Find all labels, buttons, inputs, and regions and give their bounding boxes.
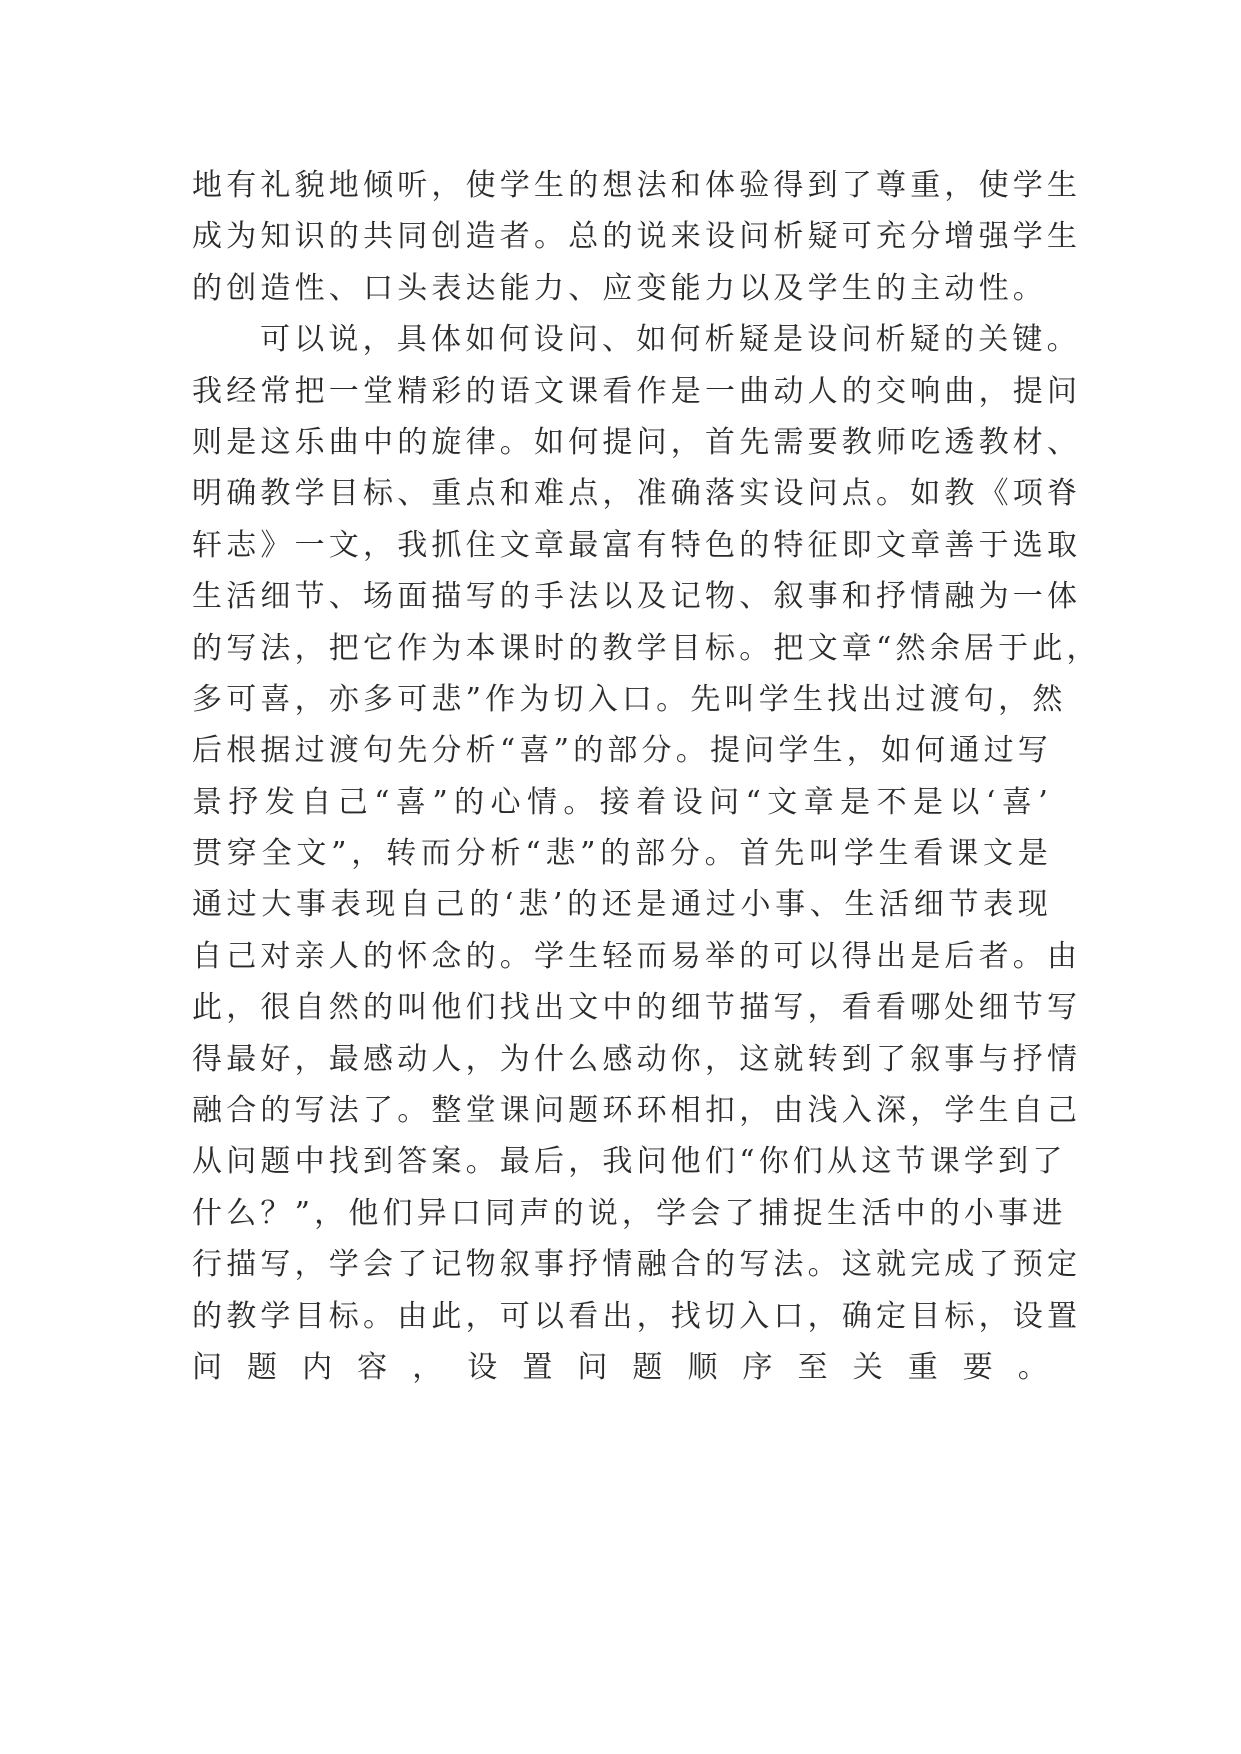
text-line: 问题内容，设置问题顺序至关重要。 xyxy=(192,1349,1052,1385)
text-line: 后根据过渡句先分析“喜”的部分。提问学生，如何通过写 xyxy=(192,733,1052,769)
text-line: 景抒发自己“喜”的心情。接着设问“文章是不是以‘喜’ xyxy=(192,784,1052,820)
text-line: 成为知识的共同创造者。总的说来设问析疑可充分增强学生 xyxy=(192,219,1082,255)
text-line: 明确教学目标、重点和难点，准确落实设问点。如教《项脊 xyxy=(192,476,1082,512)
text-line: 融合的写法了。整堂课问题环环相扣，由浅入深，学生自己 xyxy=(192,1093,1082,1129)
document-body xyxy=(192,160,1101,1445)
text-line: 通过大事表现自己的‘悲’的还是通过小事、生活细节表现 xyxy=(192,887,1052,923)
text-line: 得最好，最感动人，为什么感动你，这就转到了叙事与抒情 xyxy=(192,1041,1082,1077)
text-line: 我经常把一堂精彩的语文课看作是一曲动人的交响曲，提问 xyxy=(192,373,1082,409)
text-line: 的创造性、口头表达能力、应变能力以及学生的主动性。 xyxy=(192,270,1047,306)
text-line: 生活细节、场面描写的手法以及记物、叙事和抒情融为一体 xyxy=(192,579,1082,615)
text-line: 多可喜，亦多可悲”作为切入口。先叫学生找出过渡句，然 xyxy=(192,681,1067,717)
text-line xyxy=(192,1393,1052,1444)
text-line: 此，很自然的叫他们找出文中的细节描写，看看哪处细节写 xyxy=(192,990,1082,1026)
text-line: 从问题中找到答案。最后，我问他们“你们从这节课学到了 xyxy=(192,1144,1067,1180)
text-line: 可以说，具体如何设问、如何析疑是设问析疑的关键。 xyxy=(260,322,1081,358)
text-line: 的教学目标。由此，可以看出，找切入口，确定目标，设置 xyxy=(192,1298,1082,1334)
text-line: 轩志》一文，我抓住文章最富有特色的特征即文章善于选取 xyxy=(192,527,1082,563)
paragraph-2 xyxy=(192,314,1101,1445)
text-line: 行描写，学会了记物叙事抒情融合的写法。这就完成了预定 xyxy=(192,1247,1082,1283)
paragraph-1 xyxy=(192,160,1082,314)
text-line: 的写法，把它作为本课时的教学目标。把文章“然余居于此， xyxy=(192,630,1101,666)
text-line: 贯穿全文”，转而分析“悲”的部分。首先叫学生看课文是 xyxy=(192,836,1052,872)
text-line: 自己对亲人的怀念的。学生轻而易举的可以得出是后者。由 xyxy=(192,938,1082,974)
text-line: 则是这乐曲中的旋律。如何提问，首先需要教师吃透教材、 xyxy=(192,424,1082,460)
text-line: 什么？”，他们异口同声的说，学会了捕捉生活中的小事进 xyxy=(192,1195,1067,1231)
text-line: 地有礼貌地倾听，使学生的想法和体验得到了尊重，使学生 xyxy=(192,168,1082,203)
